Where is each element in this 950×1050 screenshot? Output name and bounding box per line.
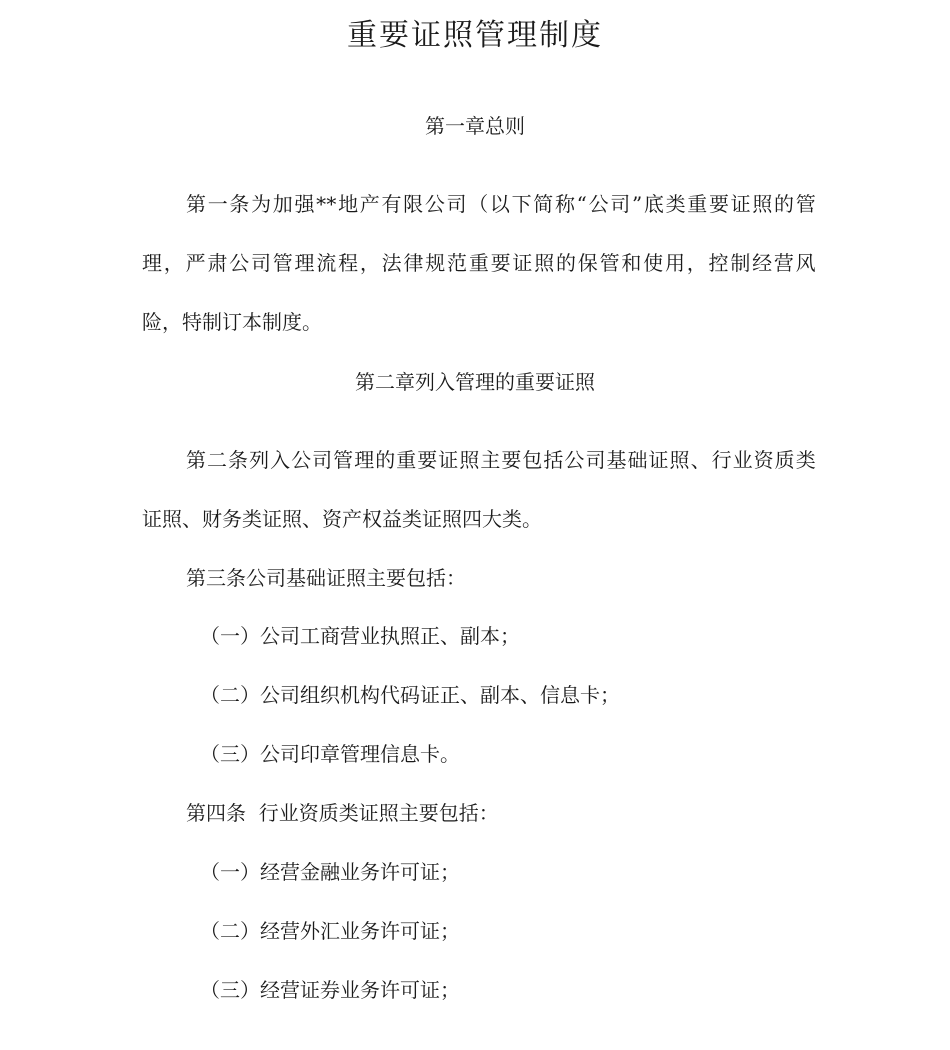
article-4-item: （一）经营金融业务许可证； [200, 860, 460, 884]
article-1-line-1: 第一条为加强**地产有限公司（以下简称“公司”底类重要证照的管 [186, 192, 816, 216]
article-2-line-1: 第二条列入公司管理的重要证照主要包括公司基础证照、行业资质类 [186, 448, 816, 472]
chapter-1-heading: 第一章总则 [425, 114, 525, 138]
article-4-item: （二）经营外汇业务许可证； [200, 919, 460, 943]
article-4-item: （三）经营证券业务许可证； [200, 978, 460, 1002]
article-3-item: （三）公司印章管理信息卡。 [200, 742, 460, 766]
article-3-intro: 第三条公司基础证照主要包括： [186, 566, 466, 590]
document-title: 重要证照管理制度 [347, 18, 603, 53]
article-4-intro: 第四条 行业资质类证照主要包括： [186, 801, 499, 825]
article-3-item: （二）公司组织机构代码证正、副本、信息卡； [200, 683, 620, 707]
article-2-line-2: 证照、财务类证照、资产权益类证照四大类。 [142, 507, 542, 531]
article-1-line-2: 理，严肃公司管理流程，法律规范重要证照的保管和使用，控制经营风 [142, 251, 816, 275]
article-1-line-3: 险，特制订本制度。 [142, 310, 322, 334]
article-3-item: （一）公司工商营业执照正、副本； [200, 624, 520, 648]
chapter-2-heading: 第二章列入管理的重要证照 [355, 370, 595, 394]
